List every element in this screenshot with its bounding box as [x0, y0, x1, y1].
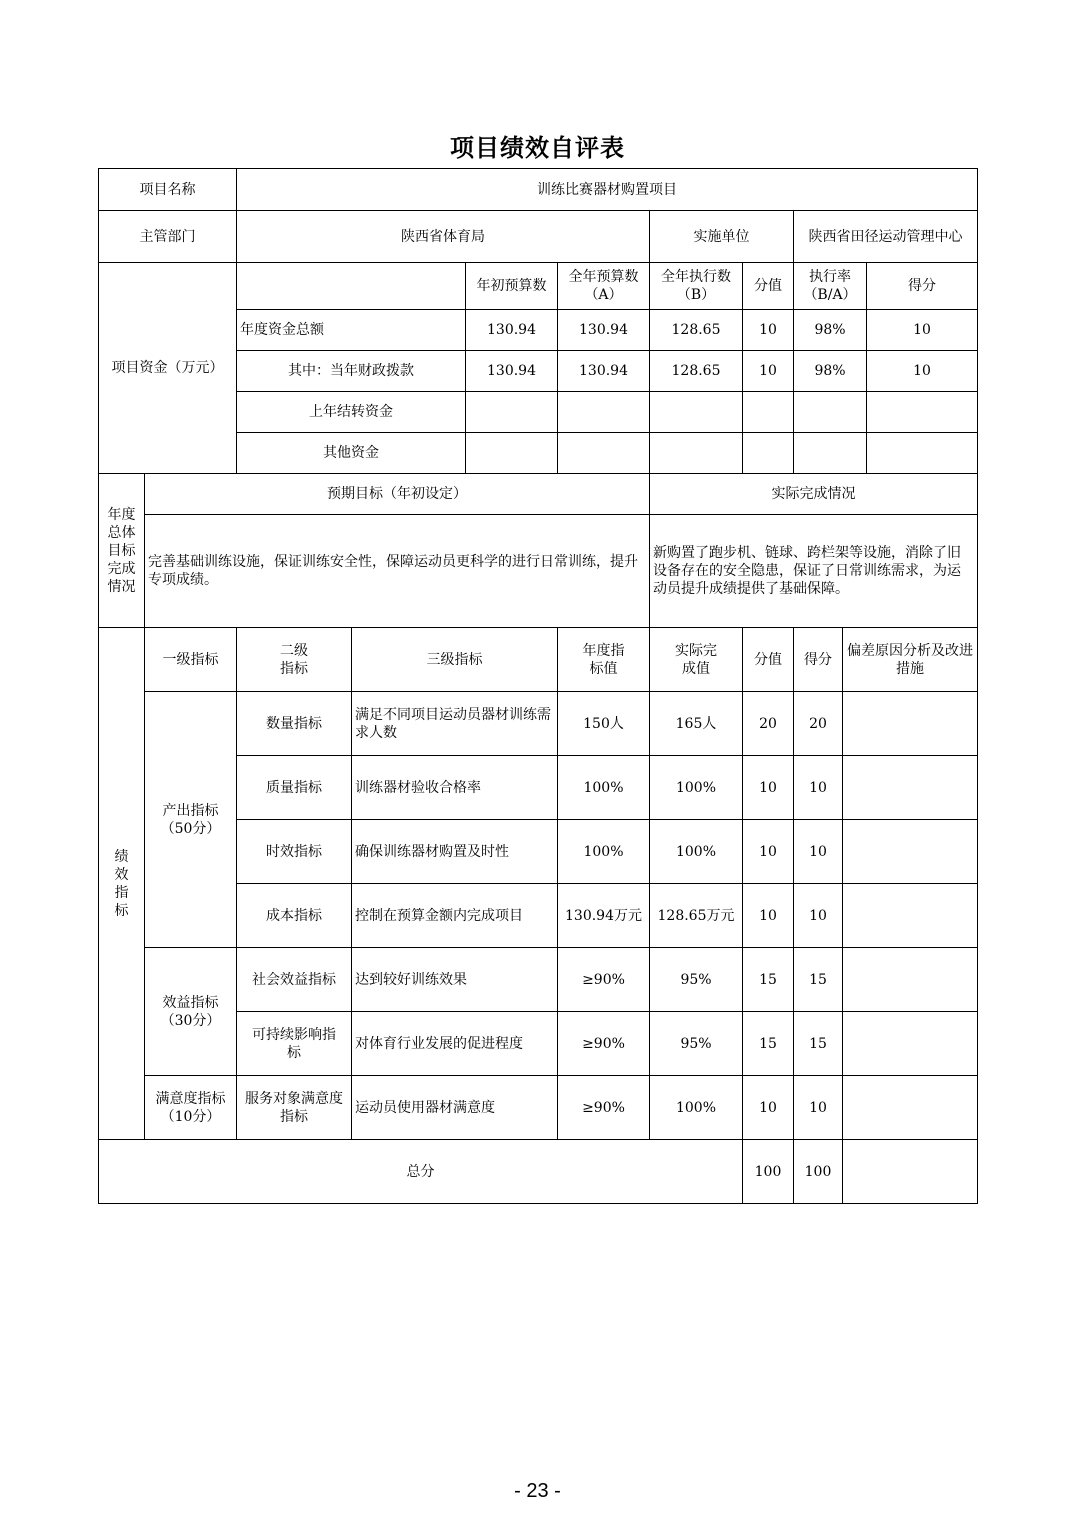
- goal-header-row: [99, 474, 978, 515]
- perf-row: [99, 692, 978, 756]
- funds-cell: [867, 392, 978, 433]
- perf-side-label: [99, 628, 145, 1140]
- perf-l3: 对体育行业发展的促进程度: [352, 1012, 558, 1076]
- perf-group-label: [145, 1076, 237, 1140]
- perf-l3: 满足不同项目运动员器材训练需求人数: [352, 692, 558, 756]
- perf-deviation: [843, 1012, 978, 1076]
- total-row: [99, 1140, 978, 1204]
- perf-l2: 质量指标: [237, 756, 352, 820]
- perf-header-level2: [237, 628, 352, 692]
- perf-actual: 100%: [650, 756, 743, 820]
- perf-group-label: [145, 692, 237, 948]
- perf-group-label-text: 产出指标（50分）: [160, 802, 221, 837]
- total-score-value: 100: [743, 1140, 794, 1204]
- funds-cell: 98%: [794, 351, 867, 392]
- funds-cell: [558, 392, 650, 433]
- total-label: 总分: [99, 1140, 743, 1204]
- funds-cell: 10: [867, 310, 978, 351]
- perf-header-level1: 一级指标: [145, 628, 237, 692]
- funds-cell: [743, 433, 794, 474]
- perf-group-label: [145, 948, 237, 1076]
- funds-cell: 10: [867, 351, 978, 392]
- perf-score: 15: [794, 948, 843, 1012]
- funds-cell: 10: [743, 351, 794, 392]
- perf-score-value: 10: [743, 884, 794, 948]
- page-title: 项目绩效自评表: [450, 134, 625, 162]
- perf-score-value: 10: [743, 1076, 794, 1140]
- perf-score: 10: [794, 820, 843, 884]
- perf-header-target-text: 年度指标值: [582, 642, 625, 677]
- perf-group-label-text: 效益指标（30分）: [160, 994, 221, 1029]
- perf-target: ≥90%: [558, 948, 650, 1012]
- perf-score: 15: [794, 1012, 843, 1076]
- perf-header-actual: [650, 628, 743, 692]
- perf-group-label-text: 满意度指标（10分）: [155, 1090, 226, 1125]
- perf-l2: 数量指标: [237, 692, 352, 756]
- funds-cell: [466, 433, 558, 474]
- perf-header-level3: 三级指标: [352, 628, 558, 692]
- funds-cell: [650, 433, 743, 474]
- perf-target: 150人: [558, 692, 650, 756]
- perf-actual: 95%: [650, 948, 743, 1012]
- perf-target: 130.94万元: [558, 884, 650, 948]
- expected-goal-header: 预期目标（年初设定）: [145, 474, 650, 515]
- funds-cell: 130.94: [558, 351, 650, 392]
- perf-l2: 时效指标: [237, 820, 352, 884]
- funds-header-annual-execution: 全年执行数（B）: [650, 263, 743, 310]
- perf-score: 10: [794, 756, 843, 820]
- project-name-row: [99, 169, 978, 211]
- funds-row-label: 其中：当年财政拨款: [237, 351, 466, 392]
- project-name-label: 项目名称: [99, 169, 237, 211]
- perf-deviation: [843, 756, 978, 820]
- perf-score-value: 10: [743, 756, 794, 820]
- funds-row-label: 其他资金: [237, 433, 466, 474]
- goal-side-label-text: 年度总体目标完成情况: [107, 506, 136, 595]
- perf-l2: [237, 1076, 352, 1140]
- perf-deviation: [843, 948, 978, 1012]
- perf-l2: 社会效益指标: [237, 948, 352, 1012]
- actual-completion-header: 实际完成情况: [650, 474, 978, 515]
- funds-header-score-value: 分值: [743, 263, 794, 310]
- dept-value: 陕西省体育局: [237, 211, 650, 263]
- perf-score-value: 20: [743, 692, 794, 756]
- perf-deviation: [843, 884, 978, 948]
- perf-header-level2-text: 二级指标: [280, 642, 308, 677]
- total-deviation: [843, 1140, 978, 1204]
- funds-cell: [466, 392, 558, 433]
- funds-cell: [867, 433, 978, 474]
- funds-cell: [650, 392, 743, 433]
- perf-l3: 确保训练器材购置及时性: [352, 820, 558, 884]
- perf-target: ≥90%: [558, 1076, 650, 1140]
- perf-l2: [237, 1012, 352, 1076]
- perf-actual: 165人: [650, 692, 743, 756]
- perf-header-target: [558, 628, 650, 692]
- goal-side-label: [99, 474, 145, 628]
- funds-cell: 128.65: [650, 351, 743, 392]
- dept-label: 主管部门: [99, 211, 237, 263]
- funds-cell: 130.94: [558, 310, 650, 351]
- perf-deviation: [843, 692, 978, 756]
- perf-score-value: 10: [743, 820, 794, 884]
- perf-l2-text: 可持续影响指标: [252, 1026, 336, 1061]
- perf-actual: 128.65万元: [650, 884, 743, 948]
- funds-cell: [794, 392, 867, 433]
- actual-completion-text: 新购置了跑步机、链球、跨栏架等设施，消除了旧设备存在的安全隐患，保证了日常训练需求，为运动员提升成绩提供了基础保障。: [650, 515, 978, 628]
- perf-side-label-text: 绩效指标: [114, 848, 129, 919]
- funds-header-score: 得分: [867, 263, 978, 310]
- perf-l2: 成本指标: [237, 884, 352, 948]
- perf-actual: 100%: [650, 1076, 743, 1140]
- funds-cell: 130.94: [466, 310, 558, 351]
- perf-header-score-value: 分值: [743, 628, 794, 692]
- perf-score-value: 15: [743, 1012, 794, 1076]
- funds-cell: 10: [743, 310, 794, 351]
- expected-goal-text: 完善基础训练设施，保证训练安全性，保障运动员更科学的进行日常训练，提升专项成绩。: [145, 515, 650, 628]
- self-evaluation-table: [98, 168, 978, 1204]
- perf-score: 10: [794, 1076, 843, 1140]
- perf-l3: 训练器材验收合格率: [352, 756, 558, 820]
- funds-cell: [558, 433, 650, 474]
- funds-header-blank: [237, 263, 466, 310]
- perf-target: 100%: [558, 820, 650, 884]
- perf-row: [99, 1076, 978, 1140]
- goal-content-row: [99, 515, 978, 628]
- funds-cell: 130.94: [466, 351, 558, 392]
- perf-header-deviation: 偏差原因分析及改进措施: [843, 628, 978, 692]
- perf-score: 20: [794, 692, 843, 756]
- funds-row-label: 年度资金总额: [237, 310, 466, 351]
- total-score: 100: [794, 1140, 843, 1204]
- perf-score: 10: [794, 884, 843, 948]
- perf-l3: 控制在预算金额内完成项目: [352, 884, 558, 948]
- perf-actual: 100%: [650, 820, 743, 884]
- perf-header-row: [99, 628, 978, 692]
- perf-actual: 95%: [650, 1012, 743, 1076]
- page-number: - 23 -: [514, 1480, 561, 1502]
- funds-header-row: [99, 263, 978, 310]
- perf-l3: 达到较好训练效果: [352, 948, 558, 1012]
- funds-header-annual-budget: 全年预算数（A）: [558, 263, 650, 310]
- funds-header-execution-rate: 执行率（B/A）: [794, 263, 867, 310]
- perf-l3: 运动员使用器材满意度: [352, 1076, 558, 1140]
- impl-unit-value: 陕西省田径运动管理中心: [794, 211, 978, 263]
- funds-cell: 98%: [794, 310, 867, 351]
- perf-row: [99, 948, 978, 1012]
- impl-unit-label: 实施单位: [650, 211, 794, 263]
- funds-cell: [794, 433, 867, 474]
- funds-label: 项目资金（万元）: [99, 263, 237, 474]
- perf-header-actual-text: 实际完成值: [675, 642, 717, 677]
- funds-row-label: 上年结转资金: [237, 392, 466, 433]
- perf-header-score: 得分: [794, 628, 843, 692]
- project-name-value: 训练比赛器材购置项目: [237, 169, 978, 211]
- perf-target: ≥90%: [558, 1012, 650, 1076]
- department-row: [99, 211, 978, 263]
- funds-cell: [743, 392, 794, 433]
- funds-header-initial-budget: 年初预算数: [466, 263, 558, 310]
- perf-target: 100%: [558, 756, 650, 820]
- perf-l2-text: 服务对象满意度指标: [245, 1090, 343, 1125]
- perf-score-value: 15: [743, 948, 794, 1012]
- perf-deviation: [843, 820, 978, 884]
- perf-deviation: [843, 1076, 978, 1140]
- funds-cell: 128.65: [650, 310, 743, 351]
